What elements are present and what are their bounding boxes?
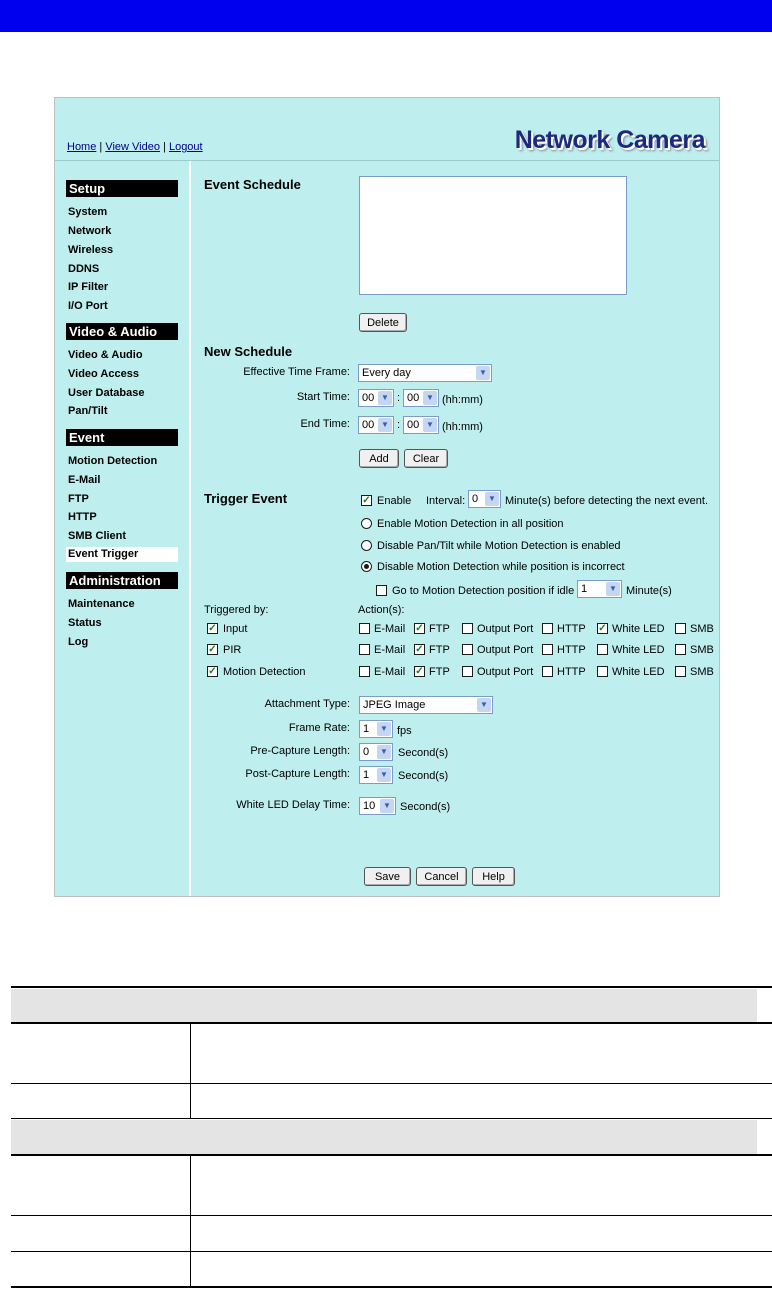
action-checkbox[interactable]: ✓ [415,623,424,634]
chevron-down-icon: ▼ [423,391,437,405]
interval-suffix: Minute(s) before detecting the next event. [505,495,709,507]
white-led-delay-select[interactable]: 10 ▼ [359,797,396,815]
action-label: White LED [612,644,665,656]
schedule-list[interactable] [359,176,627,295]
chevron-down-icon: ▼ [477,698,491,712]
sidebar-item-email[interactable]: E-Mail [68,474,101,486]
sidebar-item-pan-tilt[interactable]: Pan/Tilt [68,405,108,417]
table-column-divider [190,1156,191,1287]
add-button[interactable]: Add [359,449,399,468]
trigger-source-checkbox[interactable]: ✓ [208,644,217,655]
delete-button[interactable]: Delete [359,313,407,332]
actions-label: Action(s): [358,604,405,616]
main-content: Event Schedule Delete New Schedule Effective Time Frame: Every day ▼ Start Time: 00 ▼ : 00 ▼ (hh:mm) End Time: 00 ▼ : 00 ▼ (hh:mm) Add Clear Trigger Event ✓ Enable Interval: 0 ▼ Minute(s) before detecting the next event. Enable Motion Detection in all position Disable Pan/Tilt while Motion Detection is enabled Disable Motion Detection while position is incorrect Go to Motion Detection position if idle 1 ▼ Minute(s) Triggered by: Action(s): ✓ Input E-Mail ✓ FTP Output Port HTTP ✓ White LED SMB ✓ PIR E-Mail ✓ FTP Output Port HTTP White LED SMB ✓ Motion Detection E-Mail ✓ FTP Output Port HTTP White LED SMB Attachment Type: JPEG Image ▼ Frame Rate: 1 ▼ fps Pre-Capture Length: 0 ▼ Second(s) Post-Capture Length: 1 ▼ Second(s) White LED Delay Time: 10 ▼ Second(s) Save Cancel Help [192,161,719,896]
chevron-down-icon: ▼ [476,366,490,380]
sidebar-item-ddns[interactable]: DDNS [68,263,100,275]
trigger-source-label: Motion Detection [223,666,306,678]
camera-config-window [54,97,720,897]
action-checkbox[interactable] [462,644,473,655]
enable-checkbox[interactable]: ✓ [362,495,371,506]
action-label: E-Mail [374,623,406,635]
frame-rate-label: Frame Rate: [288,722,350,734]
goto-position-label: Go to Motion Detection position if idle [392,585,575,597]
pre-capture-label: Pre-Capture Length: [250,745,350,757]
action-label: HTTP [557,666,586,678]
action-checkbox[interactable]: ✓ [598,623,607,634]
white-led-delay-label: White LED Delay Time: [236,799,350,811]
sidebar-item-ip-filter[interactable]: IP Filter [68,281,109,293]
frame-rate-select[interactable]: 1 ▼ [359,720,393,738]
goto-position-checkbox[interactable] [376,585,387,596]
pre-capture-select[interactable]: 0 ▼ [359,743,393,761]
action-label: White LED [612,623,665,635]
post-capture-label: Post-Capture Length: [245,768,350,780]
sidebar-item-video-access[interactable]: Video Access [68,368,139,380]
table-bottom-rule [11,1286,772,1288]
sidebar-section-video-audio: Video & Audio [66,323,178,340]
table-top-rule [11,986,772,988]
sidebar-section-event: Event [66,429,178,446]
goto-idle-select[interactable]: 1 ▼ [577,580,622,598]
action-checkbox[interactable] [359,666,370,677]
interval-label: Interval: [426,495,466,507]
action-label: SMB [690,644,714,656]
header [55,98,719,161]
pre-capture-unit: Second(s) [398,747,449,759]
table-rule [11,1022,772,1024]
action-label: SMB [690,666,714,678]
post-capture-select[interactable]: 1 ▼ [359,766,393,784]
view-video-link[interactable]: View Video [105,141,160,153]
chevron-down-icon: ▼ [378,418,392,432]
chevron-down-icon: ▼ [377,745,391,759]
effective-time-label: Effective Time Frame: [243,366,350,378]
chevron-down-icon: ▼ [380,799,394,813]
sidebar-item-wireless[interactable]: Wireless [68,244,114,256]
start-time-hint: (hh:mm) [442,394,483,406]
trigger-event-title: Trigger Event [204,491,288,506]
sidebar-item-status[interactable]: Status [68,617,102,629]
chevron-down-icon: ▼ [485,492,499,506]
table-section-header-2 [11,1120,757,1154]
attachment-type-label: Attachment Type: [264,698,350,710]
sidebar-item-log[interactable]: Log [68,636,89,648]
action-label: SMB [690,623,714,635]
sidebar-item-network[interactable]: Network [68,225,112,237]
table-rule [11,1215,772,1216]
trigger-source-label: Input [223,623,248,635]
action-checkbox[interactable] [542,666,553,677]
action-label: FTP [429,644,450,656]
trigger-source-checkbox[interactable]: ✓ [208,623,217,634]
chevron-down-icon: ▼ [378,391,392,405]
action-checkbox[interactable] [597,666,608,677]
enable-label: Enable [377,495,412,507]
action-label: Output Port [477,644,534,656]
sidebar-item-system[interactable]: System [68,206,108,218]
trigger-source-checkbox[interactable]: ✓ [208,666,217,677]
action-label: Output Port [477,666,534,678]
table-rule [11,1251,772,1252]
effective-time-select[interactable]: Every day ▼ [358,364,492,382]
trigger-source-label: PIR [223,644,242,656]
start-hour-select[interactable]: 00 ▼ [358,389,394,407]
white-led-delay-unit: Second(s) [400,801,451,813]
action-label: HTTP [557,644,586,656]
start-minute-select[interactable]: 00 ▼ [403,389,439,407]
sidebar-section-setup: Setup [66,180,178,197]
header-links: Home | View Video | Logout [67,141,203,153]
sidebar-item-smb-client[interactable]: SMB Client [68,530,127,542]
action-checkbox[interactable] [542,644,553,655]
action-checkbox[interactable] [462,666,473,677]
end-minute-select[interactable]: 00 ▼ [403,416,439,434]
action-checkbox[interactable] [359,644,370,655]
sidebar-item-user-database[interactable]: User Database [68,387,145,399]
radio-disable-motion-detection[interactable] [361,561,372,572]
chevron-down-icon: ▼ [377,722,391,736]
new-schedule-title: New Schedule [204,344,293,359]
table-rule [11,1118,772,1119]
sidebar-item-maintenance[interactable]: Maintenance [68,598,135,610]
action-label: FTP [429,623,450,635]
sidebar-item-io-port[interactable]: I/O Port [68,300,108,312]
action-label: Output Port [477,623,534,635]
radio-disable-pan-tilt-label: Disable Pan/Tilt while Motion Detection is enabled [377,540,621,552]
attachment-type-select[interactable]: JPEG Image ▼ [359,696,493,714]
chevron-down-icon: ▼ [606,582,620,596]
frame-rate-unit: fps [397,725,412,737]
top-banner [0,0,772,32]
sidebar-item-ftp[interactable]: FTP [68,493,89,505]
action-checkbox[interactable] [542,623,553,634]
logo: Network Camera [514,126,705,154]
table-section-header-1 [11,989,757,1022]
help-button[interactable]: Help [472,867,515,886]
action-checkbox[interactable] [359,623,370,634]
action-checkbox[interactable] [675,623,686,634]
save-button[interactable]: Save [364,867,411,886]
home-link[interactable]: Home [67,141,97,153]
action-label: FTP [429,666,450,678]
triggered-by-label: Triggered by: [204,604,269,616]
radio-disable-pan-tilt[interactable] [361,540,372,551]
end-time-hint: (hh:mm) [442,421,483,433]
table-rule [11,1083,772,1084]
chevron-down-icon: ▼ [377,768,391,782]
action-label: E-Mail [374,644,406,656]
end-time-label: End Time: [300,418,350,430]
action-label: E-Mail [374,666,406,678]
sidebar [55,161,191,896]
clear-button[interactable]: Clear [404,449,448,468]
logout-link[interactable]: Logout [168,141,203,153]
action-checkbox[interactable] [675,666,686,677]
chevron-down-icon: ▼ [423,418,437,432]
radio-enable-all-positions[interactable] [361,518,372,529]
action-label: HTTP [557,623,586,635]
action-checkbox[interactable] [462,623,473,634]
cancel-button[interactable]: Cancel [416,867,467,886]
action-checkbox[interactable]: ✓ [415,666,424,677]
post-capture-unit: Second(s) [398,770,449,782]
action-checkbox[interactable] [597,644,608,655]
goto-suffix: Minute(s) [626,585,672,597]
radio-enable-all-positions-label: Enable Motion Detection in all position [377,518,564,530]
event-schedule-title: Event Schedule [204,177,301,192]
sidebar-item-video-audio[interactable]: Video & Audio [68,349,143,361]
end-hour-select[interactable]: 00 ▼ [358,416,394,434]
action-checkbox[interactable] [675,644,686,655]
start-time-label: Start Time: [296,391,350,403]
sidebar-section-administration: Administration [66,572,178,589]
action-label: White LED [612,666,665,678]
action-checkbox[interactable]: ✓ [415,644,424,655]
radio-disable-motion-detection-label: Disable Motion Detection while position is incorrect [377,561,625,573]
table-rule [11,1154,772,1156]
sidebar-item-motion-detection[interactable]: Motion Detection [68,455,158,467]
interval-select[interactable]: 0 ▼ [468,490,501,508]
sidebar-item-http[interactable]: HTTP [68,511,97,523]
sidebar-item-event-trigger[interactable]: Event Trigger [66,547,178,562]
table-column-divider [190,1024,191,1119]
